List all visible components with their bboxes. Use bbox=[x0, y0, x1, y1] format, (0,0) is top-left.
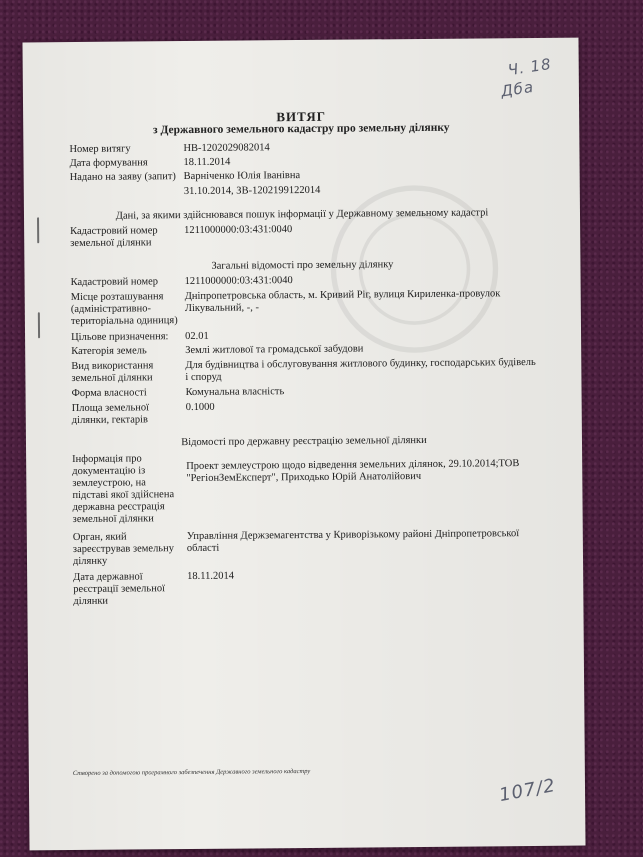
row-value: НВ-1202029082014 bbox=[183, 142, 270, 155]
row-label bbox=[70, 186, 180, 187]
handwritten-note: Ч. 18 bbox=[506, 54, 553, 80]
row-label: Форма власності bbox=[71, 387, 147, 400]
row-label: Місце розташування (адміністративно-територіальна одиниця) bbox=[70, 291, 178, 328]
section-title: Загальні відомості про земельну ділянку bbox=[211, 259, 394, 272]
row-label: Категорія земель bbox=[71, 345, 147, 358]
document-footer: Створено за допомогою програмного забезпечення Державного земельного кадастру bbox=[72, 767, 311, 778]
row-label: Номер витягу bbox=[69, 143, 131, 156]
row-label: Площа земельної ділянки, гектарів bbox=[71, 402, 150, 427]
row-value: 0.1000 bbox=[185, 401, 215, 414]
row-value: Проект землеустрою щодо відведення земельних ділянок, 29.10.2014;ТОВ "РегіонЗемЕксперт", Приходько Юрій Анатолійович bbox=[186, 458, 520, 485]
row-value: Комунальна власність bbox=[185, 386, 285, 399]
row-label: Цільове призначення: bbox=[71, 331, 169, 344]
handwritten-page-number: 107/2 bbox=[497, 775, 558, 807]
section-title: Відомості про державну реєстрацію земельної ділянки bbox=[181, 434, 427, 449]
row-value: 1211000000:03:431:0040 bbox=[184, 275, 293, 288]
row-value: Варніченко Юлія Іванівна bbox=[183, 170, 301, 183]
row-label: Надано на заяву (запит) bbox=[69, 171, 176, 184]
document-title: ВИТЯГ bbox=[276, 108, 327, 125]
row-label: Кадастровий номер земельної ділянки bbox=[70, 225, 158, 250]
row-value: Землі житлової та громадської забудови bbox=[185, 343, 364, 357]
document-subtitle: з Державного земельного кадастру про земельну ділянку bbox=[152, 121, 450, 137]
row-value: Управління Держземагентства у Криворізькому районі Дніпропетровської області bbox=[186, 528, 520, 555]
row-label: Вид використання земельної ділянки bbox=[71, 360, 154, 385]
section-title: Дані, за якими здійснювався пошук інформації у Державному земельному кадастрі bbox=[115, 207, 489, 222]
document-page bbox=[22, 38, 585, 851]
row-label: Інформація про документацію із землеустрою, на підставі якої здійснена державна реєстрація земельної ділянки bbox=[72, 453, 175, 526]
handwritten-note: Дба bbox=[499, 77, 536, 101]
row-value: Дніпропетровська область, м. Кривий Ріг, вулиця Кириленка-провулок Лікувальний, -, - bbox=[184, 288, 501, 315]
row-value: 1211000000:03:431:0040 bbox=[184, 224, 293, 237]
row-value: 02.01 bbox=[185, 330, 209, 343]
row-value: 18.11.2014 bbox=[183, 156, 231, 169]
row-label: Дата державної реєстрації земельної ділянки bbox=[73, 571, 166, 608]
row-value: 31.10.2014, ЗВ-1202199122014 bbox=[183, 184, 321, 198]
row-label: Орган, який зареєстрував земельну ділянку bbox=[72, 531, 175, 568]
row-label: Кадастровий номер bbox=[70, 276, 159, 289]
row-label: Дата формування bbox=[69, 157, 148, 170]
staple bbox=[38, 312, 40, 338]
row-value: Для будівництва і обслуговування житлового будинку, господарських будівель і споруд bbox=[185, 356, 536, 384]
row-value: 18.11.2014 bbox=[187, 570, 235, 583]
